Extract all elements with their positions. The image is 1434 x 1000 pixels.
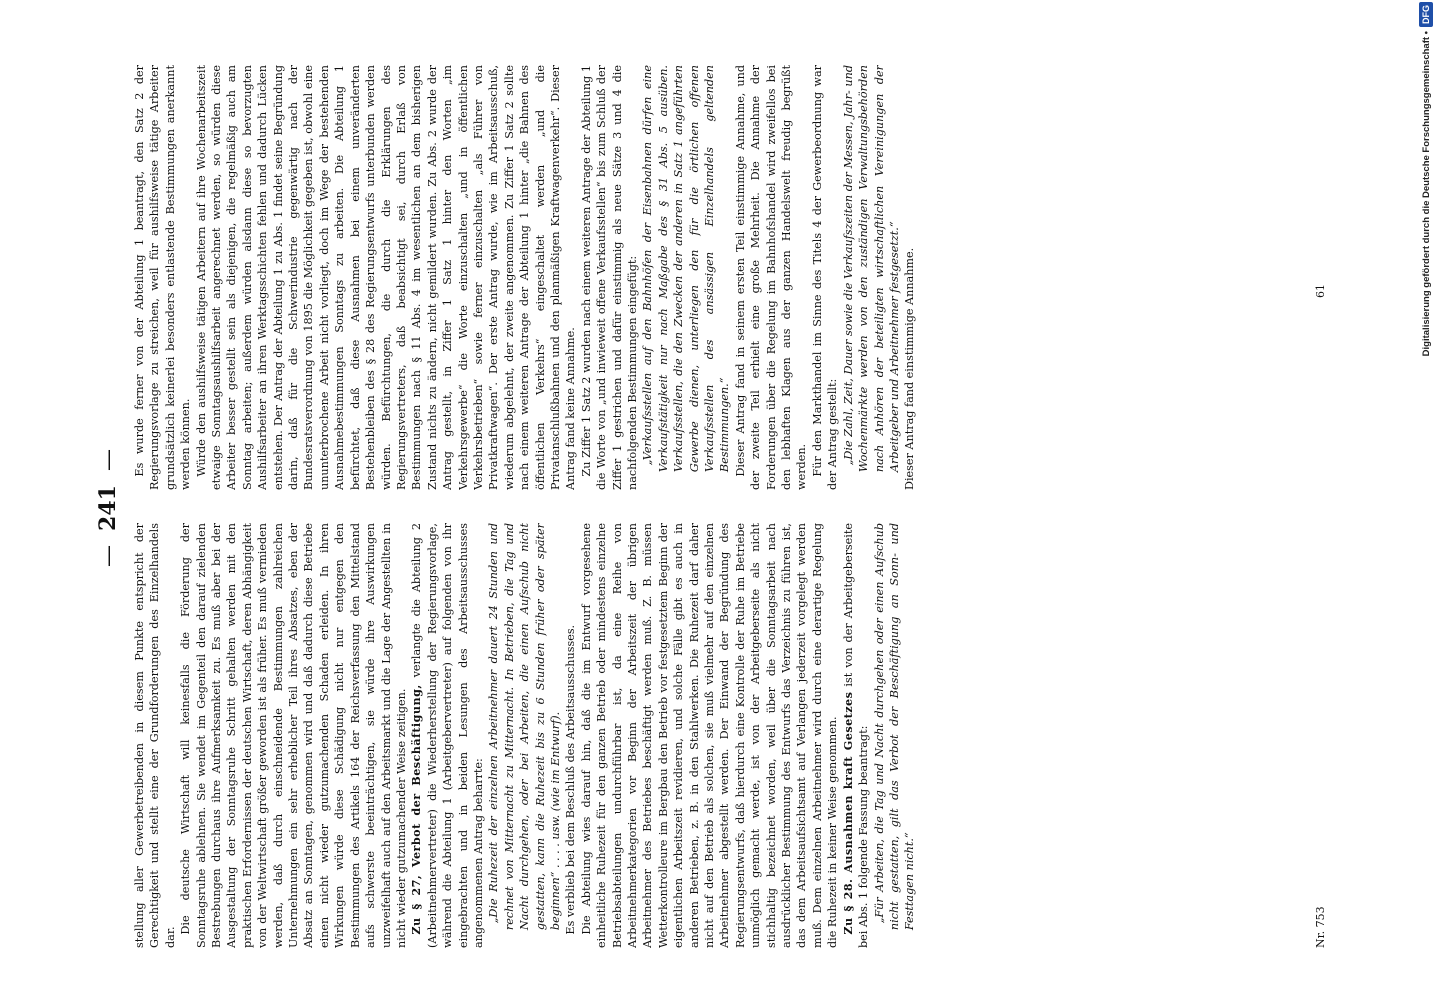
paragraph (733, 65, 810, 490)
text-column-left (132, 523, 1312, 948)
dfg-logo: DFG (1419, 2, 1433, 27)
paragraph (486, 523, 563, 930)
paragraph-text: Zu Ziffer 1 Satz 2 wurden nach einem weiteren Antrage der Abteilung 1 die Worte von „und inwieweit offene Verkaufsstellen“ bis zum Schluß der Ziffer 1 gestrichen und dafür einstimmig als neue Sätze 3 und 4 die nachfolgenden Bestimmungen eingefügt: (579, 65, 639, 490)
section-lead: Zu § 27, Verbot der Beschäftigung, (409, 684, 424, 935)
paragraph-text: Die Abteilung wies darauf hin, daß die im Entwurf vorgesehene einheitliche Ruhezeit für den ganzen Betrieb oder mindestens einzelne Betriebsabteilungen undurchführbar ist, da eine Reihe von Arbeitnehmerkategorien vor Beginn der Arbeitszeit der übrigen Arbeitnehmer des Betriebes beschäftigt werden muß. Z. B. müssen Wetterkontrolleure im Bergbau den Betrieb vor festgesetztem Beginn der eigentlichen Arbeitszeit revidieren, und solche Fälle gibt es auch in anderen Betrieben, z. B. in den Stahlwerken. Die Ruhezeit darf daher nicht auf den Betrieb als solchen, sie muß vielmehr auf den einzelnen Arbeitnehmer abgestellt werden. Der Einwand der Begründung des Regierungsentwurfs, daß hierdurch eine Kontrolle der Ruhe im Betriebe unmöglich gemacht werde, ist von der Arbeitgeberseite als nicht stichhaltig bezeichnet worden, weil über die Sonntagsarbeit nach ausdrücklicher Bestimmung des Entwurfs das Verzeichnis zu führen ist, das dem Arbeitsaufsichtsamt auf Verlangen jederzeit vorgelegt werden muß. Dem einzelnen Arbeitnehmer wird durch eine derartige Regelung die Ruhezeit in keiner Weise genommen. (579, 523, 840, 948)
paragraph-text: Es verblieb bei dem Beschluß des Arbeitsausschusses. (564, 624, 578, 935)
paragraph (902, 65, 917, 490)
paragraph-text: Dieser Antrag fand einstimmige Annahme. (903, 247, 917, 490)
paragraph (194, 65, 579, 490)
paragraph-text: ist von der Arbeitgeberseite bei Abs. 1 folgende Fassung beantragt: (841, 523, 871, 948)
paragraph-text: stellung aller Gewerbetreibenden in diesem Punkte entspricht der Gerechtigkeit und stellt eine der Grundforderungen des Einzelhandels dar. (133, 523, 177, 948)
paragraph (841, 523, 872, 948)
paragraph-text: Würde den aushilfsweise tätigen Arbeitern auf ihre Wochenarbeitszeit etwaige Sonntagsaushilfsarbeit angerechnet werden, so würden diese Arbeiter besser gestellt sein als diejenigen, die regelmäßig auch am Sonntag arbeiten; außerdem würden alsdann diese so bevorzugten Aushilfsarbeiter an ihren Werktagsschichten fehlen und dadurch Lücken entstehen. Der Antrag der Abteilung 1 zu Abs. 1 findet seine Begründung darin, daß für die Schwerindustrie gegenwärtig nach der Bundesratsverordnung von 1895 die Möglichkeit gegeben ist, obwohl eine ununterbrochene Arbeit nicht vorliegt, doch im Wege der bestehenden Ausnahmebestimmungen Sonntags zu arbeiten. Die Abteilung 1 befürchtet, daß diese Ausnahmen bei einem unveränderten Bestehenbleiben des § 28 des Regierungsentwurfs unterbunden werden würden. Befürchtungen, die durch die Erklärungen des Regierungsvertreters, daß beabsichtigt sei, durch Erlaß von Bestimmungen nach § 11 Abs. 4 im wesentlichen an dem bisherigen Zustand nichts zu ändern, nicht gemildert wurden. Zu Abs. 2 wurde der Antrag gestellt, in Ziffer 1 Satz 1 hinter den Worten „im Verkehrsgewerbe“ die Worte einzuschalten „und in öffentlichen Verkehrsbetrieben“ sowie ferner einzuschalten „als Führer von Privatkraftwagen“. Der erste Antrag wurde, wie im Arbeitsausschuß, wiederum abgelehnt, der zweite angenommen. Zu Ziffer 1 Satz 2 sollte nach einem weiteren Antrage der Abteilung 1 hinter „die Bahnen des öffentlichen Verkehrs“ eingeschaltet werden „und die Privatanschlußbahnen und den planmäßigen Kraftwagenverkehr“. Dieser Antrag fand keine Annahme. (194, 65, 578, 490)
digitization-note: Digitalisierung gefördert durch die Deutsche Forschungsgemeinschaft • (1420, 31, 1432, 357)
paragraph (563, 523, 578, 948)
paragraph (810, 65, 841, 490)
paragraph (841, 65, 903, 472)
document-page (88, 58, 1348, 958)
paragraph-text: „Für Arbeiten, die Tag und Nacht durchgehen oder einen Aufschub nicht gestatten, gilt das Verbot der Beschäftigung an Sonn- und Festtagen nicht.“ (872, 523, 917, 931)
paragraph-text: Für den Markthandel im Sinne des Titels 4 der Gewerbeordnung war der Antrag gestellt: (810, 65, 840, 490)
paragraph-text: Es wurde ferner von der Abteilung 1 beantragt, den Satz 2 der Regierungsvorlage zu streichen, weil für aushilfsweise tätige Arbeiter grundsätzlich keinerlei besonders entlastende Bestimmungen anerkannt werden können. (133, 65, 193, 490)
paragraph-text: Dieser Antrag fand in seinem ersten Teil einstimmige Annahme, und der zweite Teil erhielt eine große Mehrheit. Die Annahme der Forderungen über die Regelung im Bahnhofshandel wird zweifellos bei den lebhaften Klagen aus der ganzen Handelswelt freudig begrüßt werden. (733, 65, 809, 490)
page-number: 241 (95, 485, 121, 531)
paragraph (872, 523, 918, 930)
paragraph-text: Die deutsche Wirtschaft will keinesfalls die Förderung der Sonntagsruhe ablehnen. Sie wendet im Gegenteil den darauf zielenden Bestrebungen durchaus ihre Aufmerksamkeit zu. Es muß aber bei der Ausgestaltung der Sonntagsruhe Schritt gehalten werden mit den praktischen Erfordernissen der deutschen Wirtschaft, deren Abhängigkeit von der Weltwirtschaft größer geworden ist als früher. Es muß vermieden werden, daß durch einschneidende Bestimmungen zahlreichen Unternehmungen ein sehr erheblicher Teil ihres Absatzes, eben der Absatz an Sonntagen, genommen wird und daß dadurch diese Betriebe einen nicht wieder gutzumachenden Schaden erleiden. In ihren Wirkungen würde diese Schädigung nicht nur entgegen den Bestimmungen des Artikels 164 der Reichsverfassung den Mittelstand aufs schwerste beeinträchtigen, sie würde ihre Auswirkungen unzweifelhaft auch auf den Arbeitsmarkt und die Lage der Angestellten in nicht wieder gutzumachender Weise zeitigen. (179, 523, 408, 948)
sheet-number: 61 (1314, 284, 1327, 298)
paragraph (579, 523, 841, 948)
paragraph-text: „Verkaufsstellen auf den Bahnhöfen der Eisenbahnen dürfen eine Verkaufstätigkeit nur nach Maßgabe des § 31 Abs. 5 ausüben. Verkaufsstellen, die den Zwecken der anderen in Satz 1 angeführten Gewerbe dienen, unterliegen den für die örtlichen offenen Verkaufsstellen des ansässigen Einzelhandels geltenden Bestimmungen.“ (641, 65, 732, 473)
paragraph (409, 523, 486, 948)
paragraph (132, 523, 178, 948)
text-column-right (132, 65, 1312, 490)
paragraph (132, 65, 194, 490)
paragraph (178, 523, 409, 948)
paragraph (640, 65, 732, 472)
print-signature: Nr. 753 (1314, 906, 1327, 948)
paragraph-text: „Die Zahl, Zeit, Dauer sowie die Verkaufszeiten der Messen, Jahr- und Wochenmärkte werden von den zuständigen Verwaltungsbehörden nach Anhören der beteiligten wirtschaftlichen Vereinigungen der Arbeitgeber und Arbeitnehmer festgesetzt.“ (841, 65, 901, 473)
paragraph-text: verlangte die Abteilung 2 (Arbeitnehmervertreter) die Wiederherstellung der Regierungsvorlage, während die Abteilung 1 (Arbeitgebervertreter) auf folgenden von ihr eingebrachten und in beiden Lesungen des Arbeitsausschusses angenommenen Antrag beharrte: (410, 523, 485, 948)
section-lead: Zu § 28. Ausnahmen kraft Gesetzes (840, 691, 855, 935)
page-header: —241— (95, 449, 121, 567)
paragraph-text: „Die Ruhezeit der einzelnen Arbeitnehmer dauert 24 Stunden und rechnet von Mitternacht zu Mitternacht. In Betrieben, die Tag und Nacht durchgehen, oder bei Arbeiten, die einen Aufschub nicht gestatten, kann die Ruhezeit bis zu 6 Stunden früher oder später beginnen“ . . . . usw. (wie im Entwurf). (487, 523, 562, 931)
paragraph (579, 65, 641, 490)
digitization-strip (1418, 2, 1434, 992)
